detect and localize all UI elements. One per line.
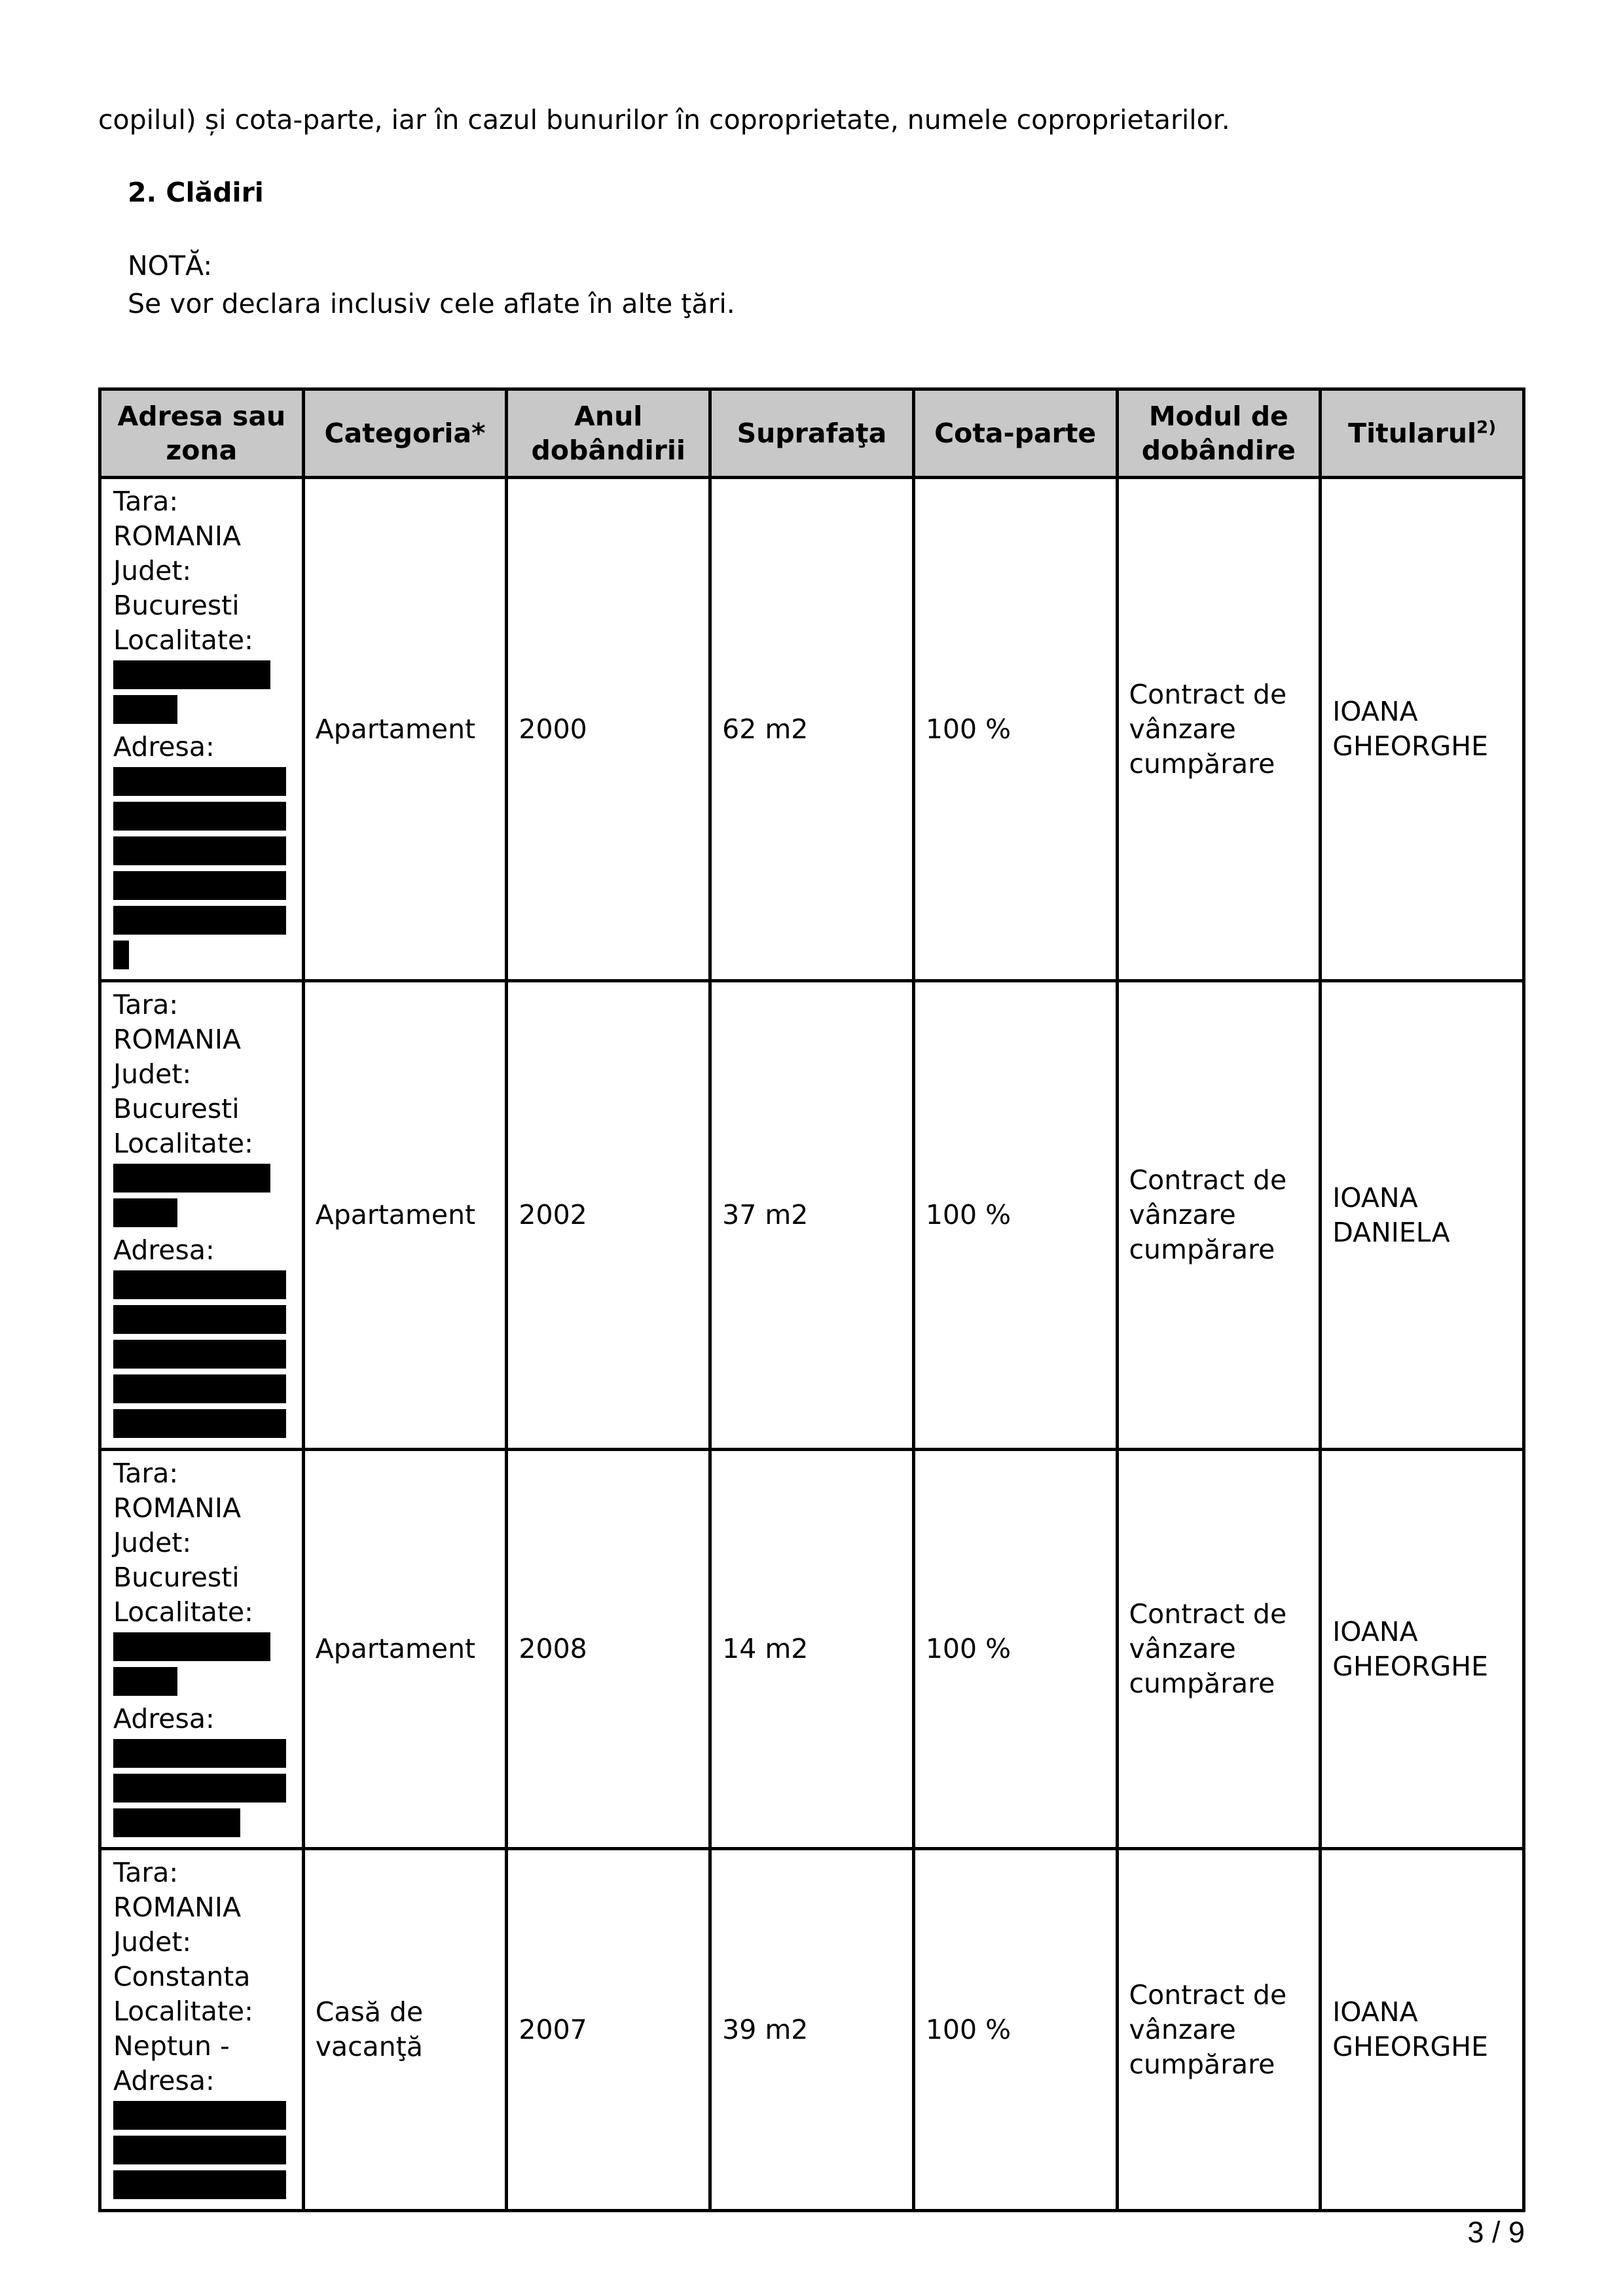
tara-label: Tara: bbox=[113, 1458, 179, 1489]
redaction-block bbox=[113, 1632, 270, 1661]
localitate-label: Localitate: bbox=[113, 624, 253, 656]
address-cell bbox=[100, 981, 304, 1450]
redaction-block bbox=[113, 767, 286, 796]
judet-label: Judet: bbox=[113, 555, 192, 586]
header-adresa: Adresa sau zona bbox=[100, 389, 304, 478]
suprafata-cell: 37 m2 bbox=[710, 981, 914, 1450]
modul-cell: Contract de vânzare cumpărare bbox=[1117, 1450, 1321, 1849]
tara-value: ROMANIA bbox=[113, 520, 241, 552]
redaction-block bbox=[113, 1808, 240, 1837]
redaction-block bbox=[113, 1305, 286, 1334]
note-text: Se vor declara inclusiv cele aflate în alte ţări. bbox=[128, 288, 735, 319]
adresa-label: Adresa: bbox=[113, 2065, 215, 2096]
judet-value: Bucuresti bbox=[113, 1562, 240, 1593]
redaction-block bbox=[113, 802, 286, 831]
redaction-block bbox=[113, 1409, 286, 1438]
table-header-row bbox=[100, 389, 1524, 478]
redaction-block bbox=[113, 1198, 177, 1227]
modul-cell: Contract de vânzare cumpărare bbox=[1117, 478, 1321, 981]
tara-label: Tara: bbox=[113, 989, 179, 1020]
suprafata-cell: 39 m2 bbox=[710, 1849, 914, 2211]
redaction-block bbox=[113, 695, 177, 724]
judet-value: Bucuresti bbox=[113, 1093, 240, 1124]
titularul-cell: IOANA GHEORGHE bbox=[1321, 1849, 1524, 2211]
table-row bbox=[100, 1450, 1524, 1849]
categoria-cell: Apartament bbox=[303, 1450, 507, 1849]
categoria-cell: Casă de vacanţă bbox=[303, 1849, 507, 2211]
table-row bbox=[100, 981, 1524, 1450]
anul-cell: 2008 bbox=[507, 1450, 710, 1849]
header-titularul bbox=[1321, 389, 1524, 478]
titularul-cell: IOANA GHEORGHE bbox=[1321, 1450, 1524, 1849]
tara-value: ROMANIA bbox=[113, 1492, 241, 1524]
redaction-block bbox=[113, 2136, 286, 2164]
header-cota: Cota-parte bbox=[913, 389, 1117, 478]
redaction-block bbox=[113, 1774, 286, 1803]
section-title: 2. Clădiri bbox=[128, 177, 264, 208]
tara-label: Tara: bbox=[113, 486, 179, 517]
header-categoria: Categoria* bbox=[303, 389, 507, 478]
table-row bbox=[100, 1849, 1524, 2211]
redaction-block bbox=[113, 871, 286, 900]
footnote-marker: 2) bbox=[1476, 418, 1497, 438]
redaction-block bbox=[113, 1164, 270, 1193]
redaction-block bbox=[113, 1739, 286, 1768]
tara-value: ROMANIA bbox=[113, 1024, 241, 1055]
judet-value: Constanta bbox=[113, 1961, 251, 1992]
judet-label: Judet: bbox=[113, 1527, 192, 1558]
anul-cell: 2007 bbox=[507, 1849, 710, 2211]
anul-cell: 2000 bbox=[507, 478, 710, 981]
adresa-label: Adresa: bbox=[113, 1703, 215, 1734]
redaction-block bbox=[113, 660, 270, 689]
judet-label: Judet: bbox=[113, 1058, 192, 1090]
redaction-block bbox=[113, 1667, 177, 1696]
buildings-table bbox=[98, 387, 1525, 2212]
modul-cell: Contract de vânzare cumpărare bbox=[1117, 1849, 1321, 2211]
categoria-cell: Apartament bbox=[303, 478, 507, 981]
adresa-label: Adresa: bbox=[113, 731, 215, 762]
redaction-block bbox=[113, 2101, 286, 2130]
localitate-label: Localitate: bbox=[113, 1996, 253, 2027]
judet-value: Bucuresti bbox=[113, 590, 240, 621]
suprafata-cell: 14 m2 bbox=[710, 1450, 914, 1849]
table-row bbox=[100, 478, 1524, 981]
address-cell bbox=[100, 1849, 304, 2211]
address-cell bbox=[100, 1450, 304, 1849]
redaction-block bbox=[113, 1374, 286, 1403]
judet-label: Judet: bbox=[113, 1926, 192, 1958]
titularul-cell: IOANA DANIELA bbox=[1321, 981, 1524, 1450]
suprafata-cell: 62 m2 bbox=[710, 478, 914, 981]
address-cell bbox=[100, 478, 304, 981]
tara-value: ROMANIA bbox=[113, 1892, 241, 1923]
categoria-cell: Apartament bbox=[303, 981, 507, 1450]
redaction-block bbox=[113, 941, 129, 969]
redaction-block bbox=[113, 836, 286, 865]
tara-label: Tara: bbox=[113, 1857, 179, 1888]
redaction-block bbox=[113, 1270, 286, 1299]
redaction-block bbox=[113, 2170, 286, 2199]
titularul-cell: IOANA GHEORGHE bbox=[1321, 478, 1524, 981]
intro-text: copilul) și cota-parte, iar în cazul bunurilor în coproprietate, numele coproprietarilor. bbox=[98, 104, 1230, 135]
redaction-block bbox=[113, 1340, 286, 1369]
page-number: 3 / 9 bbox=[1467, 2215, 1525, 2249]
cota-cell: 100 % bbox=[913, 1450, 1117, 1849]
localitate-label: Localitate: bbox=[113, 1596, 253, 1628]
header-titularul-text: Titularul bbox=[1348, 418, 1477, 449]
localitate-value: Neptun - bbox=[113, 2030, 230, 2062]
header-anul: Anul dobândirii bbox=[507, 389, 710, 478]
cota-cell: 100 % bbox=[913, 981, 1117, 1450]
header-modul: Modul de dobândire bbox=[1117, 389, 1321, 478]
cota-cell: 100 % bbox=[913, 478, 1117, 981]
redaction-block bbox=[113, 906, 286, 935]
anul-cell: 2002 bbox=[507, 981, 710, 1450]
modul-cell: Contract de vânzare cumpărare bbox=[1117, 981, 1321, 1450]
cota-cell: 100 % bbox=[913, 1849, 1117, 2211]
header-suprafata: Suprafaţa bbox=[710, 389, 914, 478]
adresa-label: Adresa: bbox=[113, 1234, 215, 1266]
note-label: NOTĂ: bbox=[128, 250, 213, 281]
localitate-label: Localitate: bbox=[113, 1128, 253, 1159]
